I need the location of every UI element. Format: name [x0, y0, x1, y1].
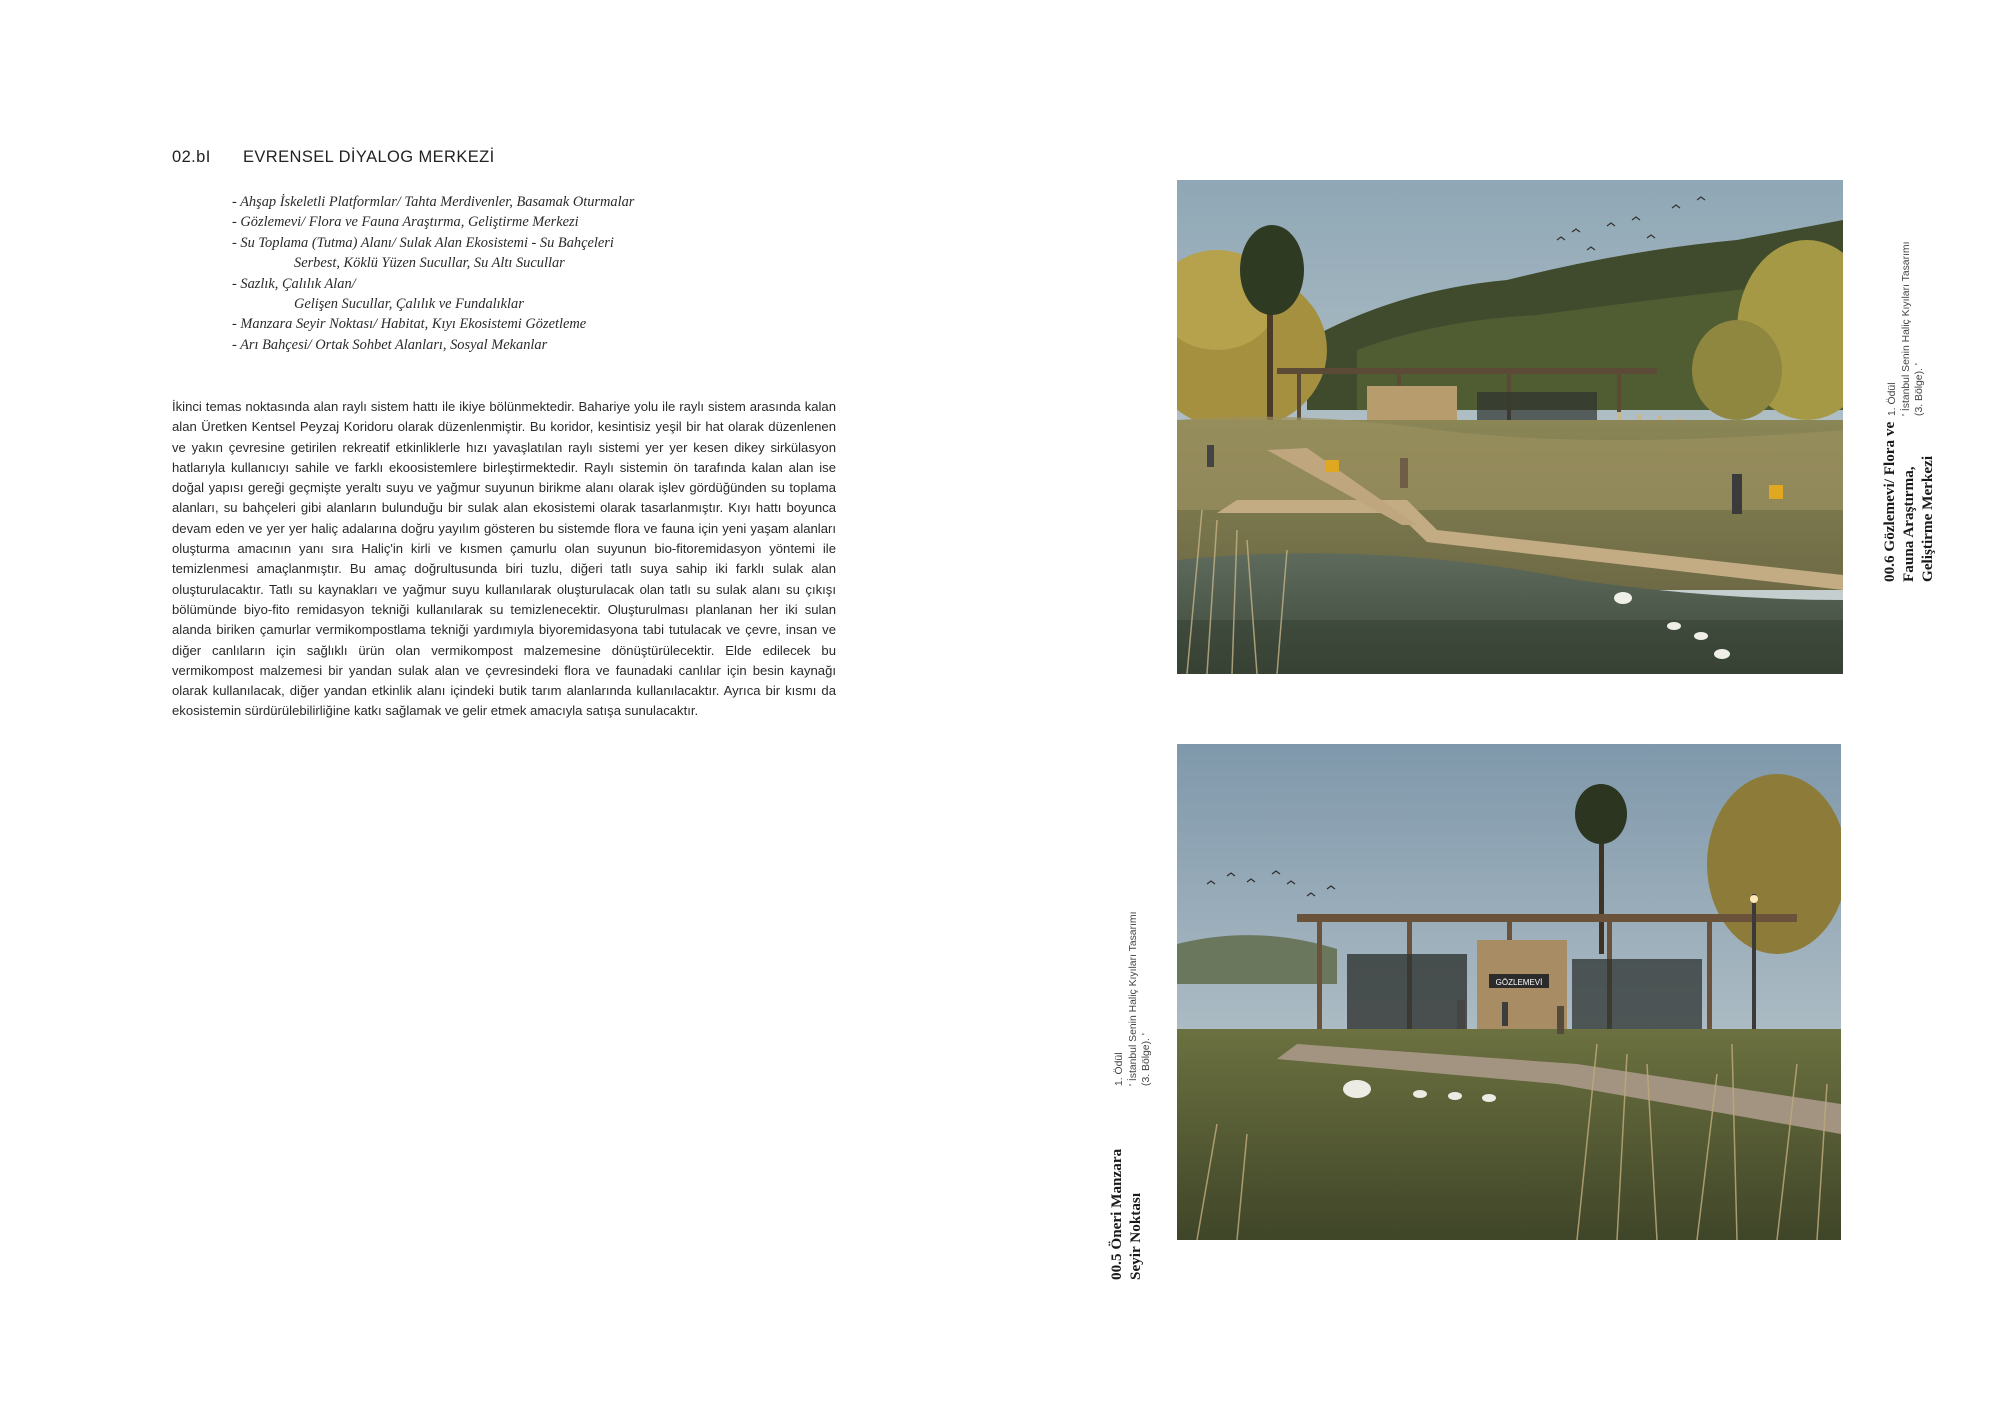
caption-note-line: ' İstanbul Senin Haliç Kıyıları Tasarımı [1127, 911, 1139, 1086]
caption-note-line: 1. Ödül [1114, 1052, 1125, 1086]
list-subitem: Serbest, Köklü Yüzen Sucullar, Su Altı Sucullar [294, 255, 565, 272]
list-subitem: Gelişen Sucullar, Çalılık ve Fundalıklar [294, 296, 524, 313]
caption-note-line: ' İstanbul Senin Haliç Kıyıları Tasarımı [1900, 241, 1912, 416]
section-number: 02.bI [172, 148, 211, 166]
figure-caption-bottom [1107, 1149, 1145, 1280]
figure-note-top [1886, 242, 1927, 416]
caption-note-line: (3. Bölge). ' [1141, 1033, 1153, 1086]
list-item: - Ahşap İskeletli Platformlar/ Tahta Merdivenler, Basamak Oturmalar [232, 194, 635, 210]
list-item: - Arı Bahçesi/ Ortak Sohbet Alanları, Sosyal Mekanlar [232, 336, 548, 353]
section-heading [172, 148, 495, 167]
caption-title-line: Geliştirme Merkezi [1919, 455, 1936, 582]
program-list [232, 192, 634, 355]
list-item: - Su Toplama (Tutma) Alanı/ Sulak Alan Ekosistemi - Su Bahçeleri [232, 234, 614, 251]
figure-caption-top [1880, 422, 1937, 582]
caption-title-line: 00.6 Gözlemevi/ Flora ve [1881, 421, 1898, 582]
building-sign: GÖZLEMEVİ [1495, 978, 1543, 987]
body-paragraph: İkinci temas noktasında alan raylı sistem hattı ile ikiye bölünmektedir. Bahariye yolu ile raylı sistem arasında kalan alan Üretken Kentsel Peyzaj Koridoru olarak düzenlenmiştir. Bu koridor, kesintisiz yeşil bir hat olarak düzenlenen ve yakın çevresine getirilen rekreatif etkinliklerle hızı yavaşlatılan raylı sistemi yer yer kesen dikey sirkülasyon hatlarıyla kullanıcıyı sahile ve farklı ekoosistemlere birleştirmektedir. Raylı sistemin ön tarafında kalan alan ise doğal yapısı gereği geçmişte yeraltı suyu ve yağmur suyunun birikme alanı olarak işlev gördüğünden su toplama alanları, su bahçeleri gibi alanların bulunduğu bir sulak alan ekosistemi olarak tasarlanmıştır. Kıyı hattı boyunca devam eden ve yer yer haliç adalarına doğru yayılım gösteren bu sistemde flora ve fauna için yeni yaşam alanları oluşturma amacının yanı sıra Haliç'in kirli ve kısmen çamurlu olan suyunun bio-fitoremidasyon yöntemi ile temizlenmesi amaçlanmıştır. Bu amaç doğrultusunda biri tuzlu, diğeri tatlı suya sahip iki farklı sulak alan oluşturulacaktır. Tatlı su kaynakları ve yağmur suyu kullanılarak oluşturulacak olan tatlı su sulak alanı su çıkışı bölümünde biyo-fito remidasyon tekniği kullanılarak su temizlenecektir. Oluşturulması planlanan her iki sulan alanda biriken çamurlar vermikompostlama tekniği yardımıyla biyoremidasyona tabi tutulacak ve çevre, insan ve diğer canlıların için sağlıklı ürün olan vermikompost malzemesine dönüştürülecektir. Elde edilecek bu vermikompost malzemesi bir yandan sulak alan ve çevresindeki flora ve faunadaki canlılar için besin kaynağı olarak kullanılacak, diğer yandan etkinlik alanı içindeki butik tarım alanlarında kullanılacaktır. Ayrıca bir kısmı da ekosistemin sürdürülebilirliğine katkı sağlamak ve gelir etmek amacıyla satışa sunulacaktır. [172, 399, 836, 719]
observatory-wetland-render [1177, 180, 1843, 674]
caption-title-line: 00.5 Öneri Manzara [1108, 1148, 1125, 1280]
caption-title-line: Seyir Noktası [1127, 1192, 1144, 1280]
viewpoint-pavilion-render [1177, 744, 1841, 1240]
list-item: - Sazlık, Çalılık Alan/ [232, 275, 356, 292]
section-title: EVRENSEL DİYALOG MERKEZİ [242, 148, 495, 166]
caption-note-line: (3. Bölge). ' [1914, 363, 1926, 416]
list-item: - Manzara Seyir Noktası/ Habitat, Kıyı Ekosistemi Gözetleme [232, 316, 587, 333]
list-item: - Gözlemevi/ Flora ve Fauna Araştırma, Geliştirme Merkezi [232, 214, 579, 231]
figure-note-bottom [1113, 912, 1154, 1086]
caption-title-line: Fauna Araştırma, [1900, 466, 1917, 582]
caption-note-line: 1. Ödül [1887, 382, 1898, 416]
